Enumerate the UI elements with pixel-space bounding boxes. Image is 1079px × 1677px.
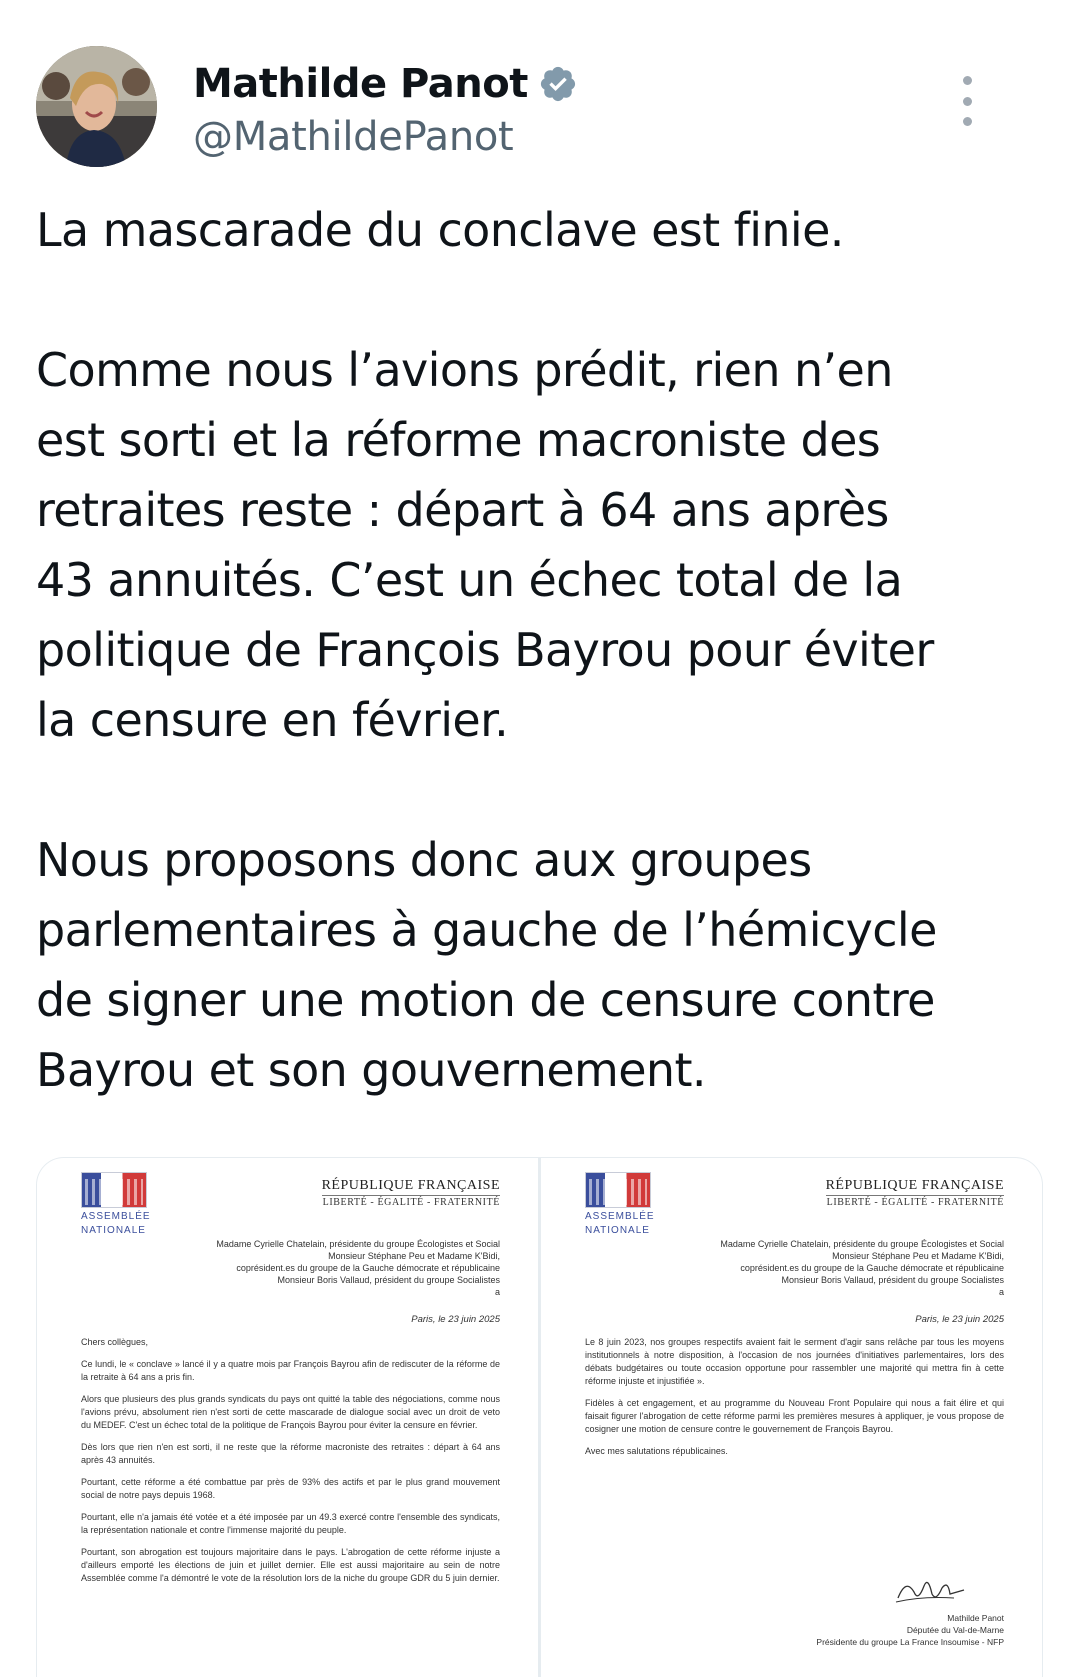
addressee-line: coprésident.es du groupe de la Gauche démocrate et républicaine (740, 1263, 1004, 1273)
addressees (216, 1238, 500, 1298)
letter-page-1[interactable] (37, 1158, 538, 1677)
addressee-line: coprésident.es du groupe de la Gauche démocrate et républicaine (236, 1263, 500, 1273)
display-name[interactable]: Mathilde Panot (193, 61, 528, 107)
signoff-title: Députée du Val-de-Marne (906, 1625, 1004, 1635)
letter-body (81, 1336, 500, 1594)
tweet-line: Bayrou et son gouvernement. (36, 1043, 706, 1097)
tweet-line: Nous proposons donc aux groupes (36, 833, 812, 887)
letter-paragraph: Alors que plusieurs des plus grands syndicats du pays ont quitté la table des négociations, comme nous l'avions prévu, absolument rien n'est sorti de cette mascarade de dialogue social avec un droit de veto du MEDEF. C'est un échec total de la politique de François Bayrou pour éviter la censure en février. (81, 1394, 500, 1430)
hemicycle-logo-icon (585, 1172, 651, 1208)
signoff (816, 1612, 1004, 1648)
hemicycle-logo-icon (81, 1172, 147, 1208)
tweet-line: Comme nous l’avions prédit, rien n’en (36, 343, 893, 397)
republic-heading (322, 1178, 500, 1208)
letter-paragraph: Pourtant, elle n'a jamais été votée et a été imposée par un 49.3 exercé contre l'ensemble des syndicats, la représentation nationale et contre l'immense majorité du peuple. (81, 1512, 500, 1535)
letter-paragraph: Pourtant, son abrogation est toujours majoritaire dans le pays. L'abrogation de cette réforme injuste a d'ailleurs emporté les élections de juin et juillet dernier. Elle est aussi majoritaire au sein de notre Assemblée comme l'a démontré le vote de la résolution lors de la niche du groupe GDR du 5 juin dernier. (81, 1547, 500, 1583)
assemblee-nationale-logo (585, 1172, 657, 1236)
tweet-line: est sorti et la réforme macroniste des (36, 413, 881, 467)
letter-paragraph: Ce lundi, le « conclave » lancé il y a quatre mois par François Bayrou afin de rediscuter de la réforme de la retraite à 64 ans a pris fin. (81, 1359, 500, 1382)
more-dot (963, 117, 972, 126)
logo-text-1: ASSEMBLÉE (81, 1211, 151, 1222)
addressee-line: Madame Cyrielle Chatelain, présidente du groupe Écologistes et Social (720, 1239, 1004, 1249)
letter-date: Paris, le 23 juin 2025 (411, 1314, 500, 1325)
logo-text-2: NATIONALE (81, 1225, 146, 1236)
republic-title: RÉPUBLIQUE FRANÇAISE (321, 1178, 500, 1193)
handle[interactable]: @MathildePanot (193, 114, 514, 160)
addressee-line: Madame Cyrielle Chatelain, présidente du groupe Écologistes et Social (216, 1239, 500, 1249)
letter-paragraph: Chers collègues, (81, 1337, 149, 1347)
tweet-line: la censure en février. (36, 693, 509, 747)
signoff-group: Présidente du groupe La France Insoumise - NFP (816, 1637, 1004, 1647)
letter-paragraph: Dès lors que rien n'en est sorti, il ne reste que la réforme macroniste des retraites : départ à 64 ans après 43 annuités. (81, 1442, 500, 1465)
republic-heading (826, 1178, 1004, 1208)
tweet-paragraph-1: La mascarade du conclave est finie. (36, 203, 844, 257)
avatar[interactable] (36, 46, 157, 167)
tweet-text (36, 195, 1046, 1105)
letter-paragraph: Fidèles à cet engagement, et au programme du Nouveau Front Populaire qui nous a fait élire et qui faisait figurer l'abrogation de cette réforme parmi les premières mesures à appliquer, je vous propose de cosigner une motion de censure contre le gouvernement de François Bayrou. (585, 1398, 1004, 1434)
tweet-line: de signer une motion de censure contre (36, 973, 935, 1027)
letter-paragraph: Le 8 juin 2023, nos groupes respectifs avaient fait le serment d'agir sans relâche par tous les moyens institutionnels à notre disposition, à l'occasion de nos journées d'initiatives parlementaires, lors des débats budgétaires ou toute occasion opportune pour rassembler une majorité qui mettra fin à cette réforme injuste et injustifiée ». (585, 1337, 1004, 1386)
letter-page-2[interactable] (541, 1158, 1042, 1677)
addressee-line: Monsieur Boris Vallaud, président du groupe Socialistes (277, 1275, 500, 1285)
republic-motto: LIBERTÉ - ÉGALITÉ - FRATERNITÉ (826, 1197, 1004, 1208)
addressee-line: Monsieur Stéphane Peu et Madame K'Bidi, (832, 1251, 1004, 1261)
more-dot (963, 97, 972, 106)
logo-text-2: NATIONALE (585, 1225, 650, 1236)
addressee-line: a (494, 1287, 500, 1297)
more-options-icon[interactable] (957, 76, 977, 126)
signoff-name: Mathilde Panot (947, 1613, 1004, 1623)
author-names (193, 54, 578, 160)
avatar-photo (36, 46, 157, 167)
display-name-row (193, 54, 578, 114)
addressee-line: Monsieur Boris Vallaud, président du groupe Socialistes (781, 1275, 1004, 1285)
handwritten-signature (892, 1572, 972, 1608)
tweet-line: 43 annuités. C’est un échec total de la (36, 553, 903, 607)
letter-body (585, 1336, 1004, 1467)
addressees (720, 1238, 1004, 1298)
letter-date: Paris, le 23 juin 2025 (915, 1314, 1004, 1325)
more-dot (963, 76, 972, 85)
logo-text-1: ASSEMBLÉE (585, 1211, 655, 1222)
republic-motto: LIBERTÉ - ÉGALITÉ - FRATERNITÉ (322, 1197, 500, 1208)
verified-badge-icon[interactable] (538, 64, 578, 104)
tweet-header (36, 46, 1043, 168)
addressee-line: Monsieur Stéphane Peu et Madame K'Bidi, (328, 1251, 500, 1261)
tweet-line: politique de François Bayrou pour éviter (36, 623, 934, 677)
tweet-line: retraites reste : départ à 64 ans après (36, 483, 889, 537)
tweet-line: parlementaires à gauche de l’hémicycle (36, 903, 937, 957)
letter-paragraph: Avec mes salutations républicaines. (585, 1446, 728, 1456)
republic-title: RÉPUBLIQUE FRANÇAISE (825, 1178, 1004, 1193)
assemblee-nationale-logo (81, 1172, 153, 1236)
tweet-media (36, 1157, 1043, 1677)
addressee-line: a (998, 1287, 1004, 1297)
letter-paragraph: Pourtant, cette réforme a été combattue par près de 93% des actifs et par le plus grand mouvement social de notre pays depuis 1968. (81, 1477, 500, 1500)
